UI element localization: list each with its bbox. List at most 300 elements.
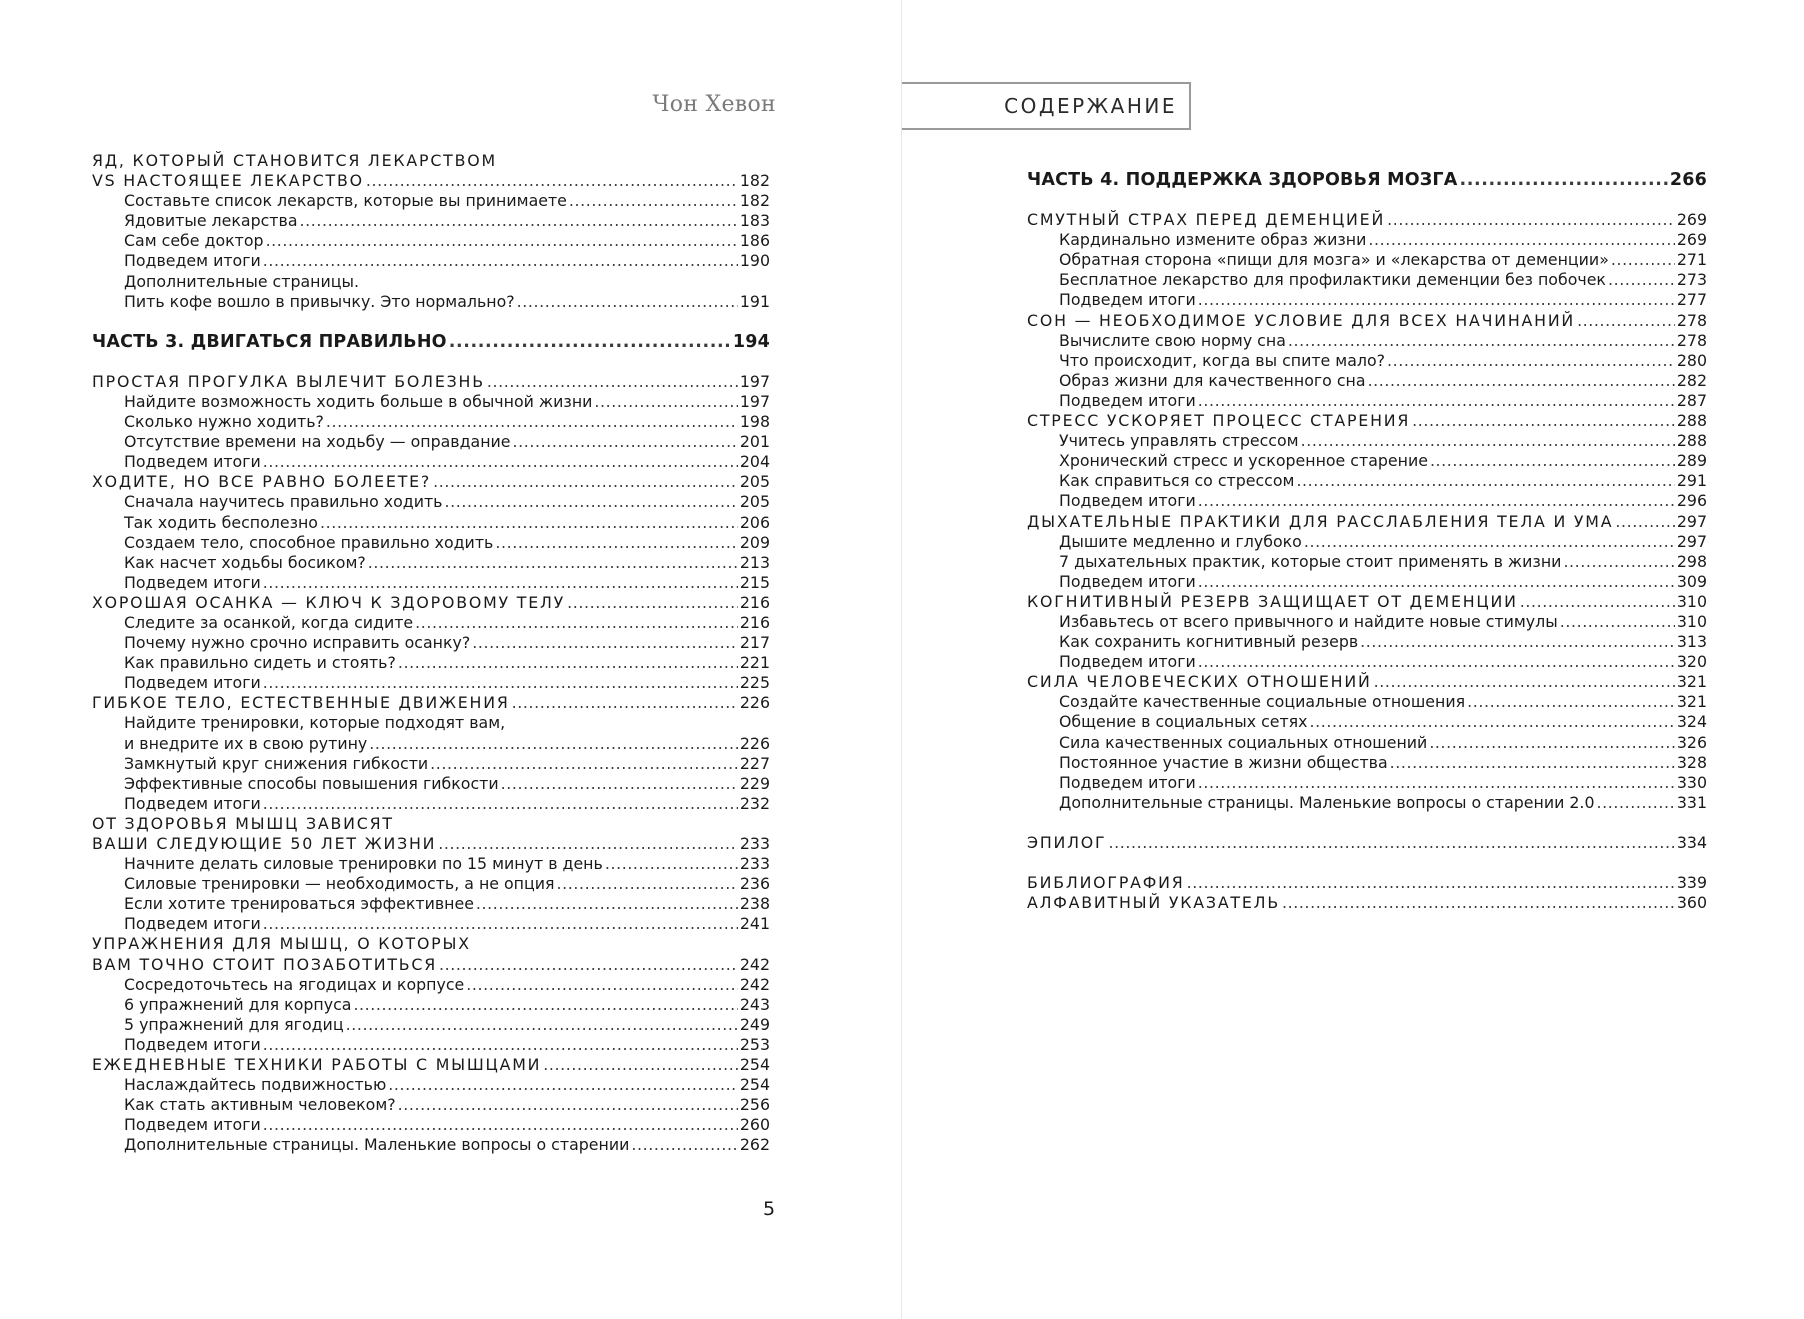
toc-entry-page: 243 bbox=[739, 994, 770, 1014]
toc-dot-leader bbox=[1360, 632, 1675, 652]
toc-entry-sub[interactable] bbox=[92, 975, 770, 995]
toc-entry-title: Хронический стресс и ускоренное старение bbox=[1059, 451, 1428, 471]
toc-dot-leader bbox=[1288, 331, 1675, 351]
toc-dot-leader bbox=[1198, 773, 1675, 793]
toc-entry-title: Дополнительные страницы. Маленькие вопросы о старении bbox=[124, 1135, 630, 1155]
toc-entry-chapter[interactable] bbox=[92, 693, 770, 713]
toc-entry-chapter[interactable] bbox=[92, 472, 770, 492]
toc-dot-leader bbox=[513, 432, 738, 452]
toc-entry-page: 201 bbox=[739, 432, 770, 452]
toc-entry-page: 205 bbox=[739, 492, 770, 512]
toc-entry-sub[interactable] bbox=[92, 492, 770, 512]
toc-dot-leader bbox=[567, 593, 738, 613]
toc-dot-leader bbox=[1198, 652, 1675, 672]
toc-entry-chapter[interactable] bbox=[92, 171, 770, 191]
toc-entry-title: Сколько нужно ходить? bbox=[124, 412, 324, 432]
toc-entry-page: 309 bbox=[1676, 571, 1707, 591]
toc-entry-title: ОТ ЗДОРОВЬЯ МЫШЦ ЗАВИСЯТ bbox=[92, 813, 394, 833]
toc-entry-title: Дополнительные страницы. Маленькие вопросы о старении 2.0 bbox=[1059, 792, 1595, 812]
toc-entry-page: 310 bbox=[1676, 591, 1707, 611]
toc-entry-title: Вычислите свою норму сна bbox=[1059, 330, 1286, 350]
toc-entry-title: СОН — НЕОБХОДИМОЕ УСЛОВИЕ ДЛЯ ВСЕХ НАЧИНАНИЙ bbox=[1027, 310, 1576, 330]
toc-dot-leader bbox=[263, 1035, 738, 1055]
toc-entry-sub[interactable] bbox=[92, 533, 770, 553]
toc-entry-title: Учитесь управлять стрессом bbox=[1059, 431, 1299, 451]
toc-entry-page: 242 bbox=[739, 974, 770, 994]
toc-entry-page: 238 bbox=[739, 894, 770, 914]
toc-entry-sub[interactable] bbox=[92, 553, 770, 573]
toc-dot-leader bbox=[1430, 451, 1675, 471]
toc-entry-page: 324 bbox=[1676, 712, 1707, 732]
toc-entry-page: 253 bbox=[739, 1034, 770, 1054]
toc-dot-leader bbox=[1304, 532, 1675, 552]
toc-entry-sub[interactable] bbox=[1027, 331, 1707, 351]
toc-entry-title: ЭПИЛОГ bbox=[1027, 832, 1107, 852]
toc-spacer bbox=[92, 352, 770, 372]
toc-entry-title: ДЫХАТЕЛЬНЫЕ ПРАКТИКИ ДЛЯ РАССЛАБЛЕНИЯ ТЕЛА И УМА bbox=[1027, 511, 1614, 531]
toc-entry-title: Подведем итоги bbox=[124, 673, 261, 693]
toc-entry-sub[interactable] bbox=[92, 573, 770, 593]
toc-entry-title: Что происходит, когда вы спите мало? bbox=[1059, 350, 1386, 370]
toc-dot-leader bbox=[1387, 351, 1675, 371]
toc-entry-sub[interactable] bbox=[92, 251, 770, 271]
toc-entry-title: Кардинально измените образ жизни bbox=[1059, 230, 1367, 250]
toc-entry-sub[interactable] bbox=[92, 754, 770, 774]
toc-entry-sub[interactable] bbox=[1027, 431, 1707, 451]
toc-dot-leader bbox=[263, 794, 738, 814]
toc-entry-page: 198 bbox=[739, 412, 770, 432]
toc-entry-chapter[interactable] bbox=[92, 593, 770, 613]
toc-entry-title: 6 упражнений для корпуса bbox=[124, 994, 352, 1014]
toc-dot-leader bbox=[1560, 612, 1675, 632]
toc-entry-part[interactable] bbox=[92, 332, 770, 352]
toc-entry-page: 266 bbox=[1669, 170, 1707, 190]
toc-entry-sub[interactable] bbox=[92, 1035, 770, 1055]
toc-dot-leader bbox=[1608, 270, 1675, 290]
toc-entry-title: Как справиться со стрессом bbox=[1059, 471, 1295, 491]
toc-entry-title: 5 упражнений для ягодиц bbox=[124, 1014, 344, 1034]
toc-dot-leader bbox=[445, 492, 738, 512]
toc-dot-leader bbox=[1520, 592, 1675, 612]
toc-entry-title: Подведем итоги bbox=[1059, 652, 1196, 672]
toc-entry-title: Бесплатное лекарство для профилактики деменции без побочек bbox=[1059, 270, 1606, 290]
toc-entry-sub[interactable] bbox=[92, 854, 770, 874]
toc-entry-page: 273 bbox=[1676, 270, 1707, 290]
toc-dot-leader bbox=[1198, 491, 1675, 511]
toc-entry-page: 310 bbox=[1676, 611, 1707, 631]
toc-entry-title: Эффективные способы повышения гибкости bbox=[124, 773, 499, 793]
toc-dot-leader bbox=[1108, 833, 1674, 853]
toc-entry-title: VS НАСТОЯЩЕЕ ЛЕКАРСТВО bbox=[92, 171, 364, 191]
toc-dot-leader bbox=[1387, 210, 1675, 230]
toc-entry-page: 277 bbox=[1676, 290, 1707, 310]
toc-dot-leader bbox=[346, 1015, 738, 1035]
toc-entry-page: 291 bbox=[1676, 471, 1707, 491]
toc-dot-leader bbox=[438, 834, 738, 854]
toc-entry-chapter[interactable] bbox=[1027, 411, 1707, 431]
toc-entry-page: 232 bbox=[739, 793, 770, 813]
toc-entry-page: 289 bbox=[1676, 451, 1707, 471]
toc-entry-sub[interactable] bbox=[1027, 491, 1707, 511]
toc-dot-leader bbox=[557, 874, 738, 894]
left-page bbox=[0, 0, 901, 1319]
toc-entry-sub[interactable] bbox=[1027, 733, 1707, 753]
toc-entry-sub[interactable] bbox=[92, 713, 770, 733]
toc-dot-leader bbox=[398, 653, 738, 673]
toc-entry-page: 360 bbox=[1676, 893, 1707, 913]
toc-entry-title: Как стать активным человеком? bbox=[124, 1095, 396, 1115]
toc-entry-title: Избавьтесь от всего привычного и найдите новые стимулы bbox=[1059, 611, 1558, 631]
toc-entry-page: 298 bbox=[1676, 551, 1707, 571]
toc-entry-page: 320 bbox=[1676, 652, 1707, 672]
toc-entry-chapter[interactable] bbox=[1027, 592, 1707, 612]
toc-entry-sub[interactable] bbox=[1027, 290, 1707, 310]
toc-entry-sub[interactable] bbox=[1027, 471, 1707, 491]
toc-entry-title: Сила качественных социальных отношений bbox=[1059, 732, 1428, 752]
toc-entry-sub[interactable] bbox=[92, 191, 770, 211]
toc-entry-sub[interactable] bbox=[1027, 451, 1707, 471]
toc-entry-chapter[interactable] bbox=[1027, 873, 1707, 893]
page-number: 5 bbox=[763, 1198, 776, 1220]
toc-entry-title: Найдите тренировки, которые подходят вам, bbox=[124, 713, 506, 733]
toc-entry-page: 256 bbox=[739, 1095, 770, 1115]
toc-entry-sub[interactable] bbox=[1027, 351, 1707, 371]
toc-entry-sub[interactable] bbox=[92, 452, 770, 472]
toc-entry-page: 216 bbox=[739, 592, 770, 612]
toc-entry-sub[interactable] bbox=[92, 995, 770, 1015]
toc-entry-sub[interactable] bbox=[92, 392, 770, 412]
toc-entry-page: 191 bbox=[739, 291, 770, 311]
toc-dot-leader bbox=[1187, 873, 1675, 893]
toc-entry-title: Дышите медленно и глубоко bbox=[1059, 531, 1302, 551]
toc-dot-leader bbox=[501, 774, 738, 794]
toc-entry-page: 269 bbox=[1676, 230, 1707, 250]
toc-entry-title: ПРОСТАЯ ПРОГУЛКА ВЫЛЕЧИТ БОЛЕЗНЬ bbox=[92, 371, 485, 391]
toc-right-column bbox=[1027, 170, 1707, 913]
toc-entry-page: 321 bbox=[1676, 672, 1707, 692]
toc-entry-page: 254 bbox=[739, 1055, 770, 1075]
toc-entry-page: 204 bbox=[739, 452, 770, 472]
running-header-author: Чон Хевон bbox=[652, 92, 776, 117]
toc-entry-page: 321 bbox=[1676, 692, 1707, 712]
toc-dot-leader bbox=[433, 472, 738, 492]
toc-entry-title: и внедрите их в свою рутину bbox=[124, 733, 368, 753]
toc-dot-leader bbox=[326, 412, 738, 432]
toc-dot-leader bbox=[263, 452, 738, 472]
toc-entry-sub[interactable] bbox=[92, 1015, 770, 1035]
toc-entry-title: ЕЖЕДНЕВНЫЕ ТЕХНИКИ РАБОТЫ С МЫШЦАМИ bbox=[92, 1055, 542, 1075]
toc-dot-leader bbox=[1611, 250, 1675, 270]
toc-entry-title: Подведем итоги bbox=[124, 251, 261, 271]
toc-entry-title: Силовые тренировки — необходимость, а не опция bbox=[124, 874, 555, 894]
toc-entry-title: СИЛА ЧЕЛОВЕЧЕСКИХ ОТНОШЕНИЙ bbox=[1027, 672, 1372, 692]
toc-entry-title: Подведем итоги bbox=[124, 1115, 261, 1135]
toc-entry-chapter[interactable] bbox=[92, 372, 770, 392]
toc-entry-title: Образ жизни для качественного сна bbox=[1059, 370, 1366, 390]
toc-entry-sub[interactable] bbox=[92, 1095, 770, 1115]
toc-entry-page: 186 bbox=[739, 231, 770, 251]
toc-entry-sub[interactable] bbox=[1027, 371, 1707, 391]
toc-entry-sub[interactable] bbox=[1027, 692, 1707, 712]
toc-entry-page: 190 bbox=[739, 251, 770, 271]
toc-entry-title: СМУТНЫЙ СТРАХ ПЕРЕД ДЕМЕНЦИЕЙ bbox=[1027, 210, 1386, 230]
toc-entry-sub[interactable] bbox=[1027, 552, 1707, 572]
toc-entry-sub[interactable] bbox=[92, 673, 770, 693]
toc-entry-chapter[interactable] bbox=[92, 955, 770, 975]
toc-dot-leader bbox=[472, 633, 738, 653]
toc-dot-leader bbox=[320, 513, 738, 533]
toc-dot-leader bbox=[366, 171, 738, 191]
toc-entry-page: 254 bbox=[739, 1075, 770, 1095]
toc-entry-page: 269 bbox=[1676, 210, 1707, 230]
toc-dot-leader bbox=[369, 734, 738, 754]
toc-dot-leader bbox=[1374, 672, 1675, 692]
toc-entry-title: АЛФАВИТНЫЙ УКАЗАТЕЛЬ bbox=[1027, 893, 1280, 913]
toc-dot-leader bbox=[439, 955, 738, 975]
toc-entry-page: 242 bbox=[739, 954, 770, 974]
toc-entry-page: 241 bbox=[739, 914, 770, 934]
toc-entry-title: УПРАЖНЕНИЯ ДЛЯ МЫШЦ, О КОТОРЫХ bbox=[92, 934, 471, 954]
toc-dot-leader bbox=[631, 1135, 737, 1155]
toc-entry-sub[interactable] bbox=[92, 513, 770, 533]
toc-entry-title: Дополнительные страницы. bbox=[124, 271, 359, 291]
toc-entry-page: 182 bbox=[739, 191, 770, 211]
toc-dot-leader bbox=[1368, 371, 1675, 391]
toc-dot-leader bbox=[1301, 431, 1675, 451]
toc-entry-page: 215 bbox=[739, 572, 770, 592]
toc-dot-leader bbox=[1198, 572, 1675, 592]
toc-entry-page: 288 bbox=[1676, 431, 1707, 451]
toc-entry-page: 226 bbox=[739, 693, 770, 713]
toc-entry-part[interactable] bbox=[1027, 170, 1707, 190]
toc-entry-title: Начните делать силовые тренировки по 15 минут в день bbox=[124, 854, 603, 874]
toc-dot-leader bbox=[605, 854, 738, 874]
toc-spacer bbox=[1027, 853, 1707, 873]
toc-entry-sub[interactable] bbox=[1027, 532, 1707, 552]
toc-entry-page: 296 bbox=[1676, 491, 1707, 511]
toc-entry-title: Составьте список лекарств, которые вы принимаете bbox=[124, 191, 567, 211]
toc-entry-sub[interactable] bbox=[92, 914, 770, 934]
toc-dot-leader bbox=[512, 693, 738, 713]
toc-dot-leader bbox=[353, 995, 737, 1015]
toc-dot-leader bbox=[1368, 230, 1674, 250]
toc-entry-title: Пить кофе вошло в привычку. Это нормально? bbox=[124, 291, 515, 311]
toc-entry-sub[interactable] bbox=[92, 633, 770, 653]
toc-entry-sub[interactable] bbox=[92, 1075, 770, 1095]
toc-entry-title: Подведем итоги bbox=[124, 572, 261, 592]
toc-entry-sub[interactable] bbox=[1027, 632, 1707, 652]
toc-entry-title: КОГНИТИВНЫЙ РЕЗЕРВ ЗАЩИЩАЕТ ОТ ДЕМЕНЦИИ bbox=[1027, 591, 1518, 611]
toc-entry-chapter[interactable] bbox=[1027, 311, 1707, 331]
toc-entry-sub[interactable] bbox=[1027, 391, 1707, 411]
toc-entry-title: ЯД, КОТОРЫЙ СТАНОВИТСЯ ЛЕКАРСТВОМ bbox=[92, 151, 497, 170]
toc-entry-chapter[interactable] bbox=[92, 814, 770, 834]
toc-entry-page: 339 bbox=[1676, 873, 1707, 892]
toc-dot-leader bbox=[1282, 893, 1675, 913]
toc-dot-leader bbox=[1198, 290, 1675, 310]
toc-entry-chapter[interactable] bbox=[92, 1055, 770, 1075]
toc-entry-page: 287 bbox=[1676, 390, 1707, 410]
toc-entry-page: 226 bbox=[739, 733, 770, 753]
toc-entry-sub[interactable] bbox=[92, 774, 770, 794]
toc-entry-page: 271 bbox=[1676, 250, 1707, 270]
toc-dot-leader bbox=[476, 894, 738, 914]
toc-entry-sub[interactable] bbox=[1027, 572, 1707, 592]
toc-entry-title: Сначала научитесь правильно ходить bbox=[124, 492, 443, 512]
toc-entry-page: 280 bbox=[1676, 350, 1707, 370]
toc-dot-leader bbox=[263, 573, 738, 593]
toc-entry-sub[interactable] bbox=[92, 734, 770, 754]
toc-entry-title: Как насчет ходьбы босиком? bbox=[124, 552, 366, 572]
toc-entry-title: Подведем итоги bbox=[124, 793, 261, 813]
toc-entry-sub[interactable] bbox=[1027, 612, 1707, 632]
toc-entry-page: 334 bbox=[1676, 832, 1707, 852]
toc-entry-sub[interactable] bbox=[1027, 250, 1707, 270]
toc-entry-title: Почему нужно срочно исправить осанку? bbox=[124, 633, 471, 653]
toc-entry-title: Общение в социальных сетях bbox=[1059, 712, 1308, 732]
toc-entry-sub[interactable] bbox=[1027, 652, 1707, 672]
toc-entry-title: Если хотите тренироваться эффективнее bbox=[124, 894, 474, 914]
toc-entry-sub[interactable] bbox=[1027, 230, 1707, 250]
toc-entry-title: Подведем итоги bbox=[1059, 390, 1196, 410]
toc-entry-chapter[interactable] bbox=[1027, 512, 1707, 532]
toc-entry-title: Создаем тело, способное правильно ходить bbox=[124, 532, 494, 552]
toc-dot-leader bbox=[569, 191, 738, 211]
toc-entry-chapter[interactable] bbox=[1027, 672, 1707, 692]
toc-entry-page: 206 bbox=[739, 512, 770, 532]
toc-entry-sub[interactable] bbox=[92, 894, 770, 914]
toc-entry-sub[interactable] bbox=[92, 794, 770, 814]
toc-entry-title: Обратная сторона «пищи для мозга» и «лекарства от деменции» bbox=[1059, 250, 1609, 270]
toc-dot-leader bbox=[466, 975, 738, 995]
toc-entry-title: ХОДИТЕ, НО ВСЕ РАВНО БОЛЕЕТЕ? bbox=[92, 472, 432, 492]
toc-spacer bbox=[1027, 190, 1707, 210]
toc-dot-leader bbox=[415, 613, 738, 633]
toc-dot-leader bbox=[449, 332, 731, 352]
toc-entry-page: 205 bbox=[739, 472, 770, 492]
toc-entry-title: Подведем итоги bbox=[1059, 772, 1196, 792]
toc-entry-page: 297 bbox=[1676, 511, 1707, 531]
toc-entry-page: 225 bbox=[739, 673, 770, 693]
toc-entry-title: Сосредоточьтесь на ягодицах и корпусе bbox=[124, 974, 465, 994]
toc-entry-page: 236 bbox=[739, 874, 770, 894]
toc-entry-chapter[interactable] bbox=[92, 151, 770, 171]
toc-entry-title: Создайте качественные социальные отношения bbox=[1059, 692, 1466, 712]
toc-entry-sub[interactable] bbox=[92, 653, 770, 673]
toc-entry-page: 278 bbox=[1676, 330, 1707, 350]
toc-dot-leader bbox=[495, 533, 738, 553]
toc-entry-title: ЧАСТЬ 3. ДВИГАТЬСЯ ПРАВИЛЬНО bbox=[92, 331, 447, 352]
toc-entry-sub[interactable] bbox=[92, 1115, 770, 1135]
toc-entry-chapter[interactable] bbox=[92, 934, 770, 954]
toc-entry-title: Постоянное участие в жизни общества bbox=[1059, 752, 1388, 772]
toc-entry-page: 227 bbox=[739, 753, 770, 773]
toc-entry-sub[interactable] bbox=[92, 292, 770, 312]
toc-entry-sub[interactable] bbox=[92, 412, 770, 432]
toc-entry-title: БИБЛИОГРАФИЯ bbox=[1027, 873, 1185, 892]
toc-entry-title: Ядовитые лекарства bbox=[124, 211, 298, 231]
toc-entry-page: 197 bbox=[739, 371, 770, 391]
toc-entry-chapter[interactable] bbox=[92, 834, 770, 854]
toc-entry-sub[interactable] bbox=[92, 432, 770, 452]
toc-entry-title: Следите за осанкой, когда сидите bbox=[124, 612, 414, 632]
section-title-tab: СОДЕРЖАНИЕ bbox=[902, 82, 1191, 130]
toc-entry-title: Найдите возможность ходить больше в обычной жизни bbox=[124, 391, 593, 411]
toc-entry-page: 229 bbox=[739, 773, 770, 793]
toc-dot-leader bbox=[517, 292, 738, 312]
toc-left-column bbox=[92, 151, 770, 1156]
toc-entry-sub[interactable] bbox=[1027, 270, 1707, 290]
toc-entry-sub[interactable] bbox=[92, 231, 770, 251]
toc-dot-leader bbox=[263, 914, 738, 934]
toc-entry-sub[interactable] bbox=[1027, 712, 1707, 732]
toc-dot-leader bbox=[1198, 391, 1675, 411]
toc-entry-page: 330 bbox=[1676, 772, 1707, 792]
toc-spacer bbox=[1027, 813, 1707, 833]
toc-entry-page: 288 bbox=[1676, 411, 1707, 431]
toc-entry-sub[interactable] bbox=[1027, 793, 1707, 813]
toc-entry-page: 260 bbox=[739, 1115, 770, 1135]
toc-entry-title: Отсутствие времени на ходьбу — оправдание bbox=[124, 432, 511, 452]
toc-entry-sub[interactable] bbox=[1027, 773, 1707, 793]
toc-entry-title: ГИБКОЕ ТЕЛО, ЕСТЕСТВЕННЫЕ ДВИЖЕНИЯ bbox=[92, 693, 510, 713]
toc-dot-leader bbox=[266, 231, 738, 251]
toc-entry-page: 194 bbox=[732, 331, 770, 352]
toc-spacer bbox=[92, 312, 770, 332]
toc-entry-title: Подведем итоги bbox=[124, 914, 261, 934]
toc-entry-chapter[interactable] bbox=[1027, 893, 1707, 913]
toc-entry-title: Как сохранить когнитивный резерв bbox=[1059, 632, 1359, 652]
toc-dot-leader bbox=[1310, 712, 1675, 732]
toc-dot-leader bbox=[594, 392, 737, 412]
toc-entry-sub[interactable] bbox=[92, 272, 770, 292]
toc-entry-sub[interactable] bbox=[92, 1135, 770, 1155]
toc-entry-page: 249 bbox=[739, 1014, 770, 1034]
toc-entry-page: 217 bbox=[739, 633, 770, 653]
toc-entry-chapter[interactable] bbox=[1027, 833, 1707, 853]
toc-entry-title: Подведем итоги bbox=[124, 1034, 261, 1054]
toc-entry-sub[interactable] bbox=[92, 613, 770, 633]
toc-dot-leader bbox=[398, 1095, 738, 1115]
toc-entry-sub[interactable] bbox=[92, 211, 770, 231]
toc-entry-title: Подведем итоги bbox=[1059, 491, 1196, 511]
toc-dot-leader bbox=[430, 754, 738, 774]
toc-entry-chapter[interactable] bbox=[1027, 210, 1707, 230]
toc-entry-page: 278 bbox=[1676, 310, 1707, 330]
toc-dot-leader bbox=[263, 1115, 738, 1135]
toc-entry-title: Подведем итоги bbox=[1059, 290, 1196, 310]
toc-entry-page: 209 bbox=[739, 532, 770, 552]
toc-entry-page: 221 bbox=[739, 653, 770, 673]
toc-entry-page: 297 bbox=[1676, 531, 1707, 551]
toc-dot-leader bbox=[1467, 692, 1675, 712]
toc-dot-leader bbox=[263, 673, 738, 693]
toc-entry-sub[interactable] bbox=[1027, 753, 1707, 773]
toc-entry-sub[interactable] bbox=[92, 874, 770, 894]
toc-entry-title: ЧАСТЬ 4. ПОДДЕРЖКА ЗДОРОВЬЯ МОЗГА bbox=[1027, 170, 1458, 190]
toc-entry-title: Подведем итоги bbox=[124, 452, 261, 472]
toc-entry-title: Наслаждайтесь подвижностью bbox=[124, 1075, 387, 1095]
toc-dot-leader bbox=[1390, 753, 1675, 773]
toc-entry-page: 213 bbox=[739, 552, 770, 572]
toc-entry-title: Подведем итоги bbox=[1059, 571, 1196, 591]
toc-entry-page: 328 bbox=[1676, 752, 1707, 772]
toc-dot-leader bbox=[300, 211, 738, 231]
toc-entry-page: 313 bbox=[1676, 632, 1707, 652]
toc-dot-leader bbox=[1412, 411, 1675, 431]
toc-entry-title: Замкнутый круг снижения гибкости bbox=[124, 753, 429, 773]
toc-entry-title: Так ходить бесполезно bbox=[124, 512, 318, 532]
